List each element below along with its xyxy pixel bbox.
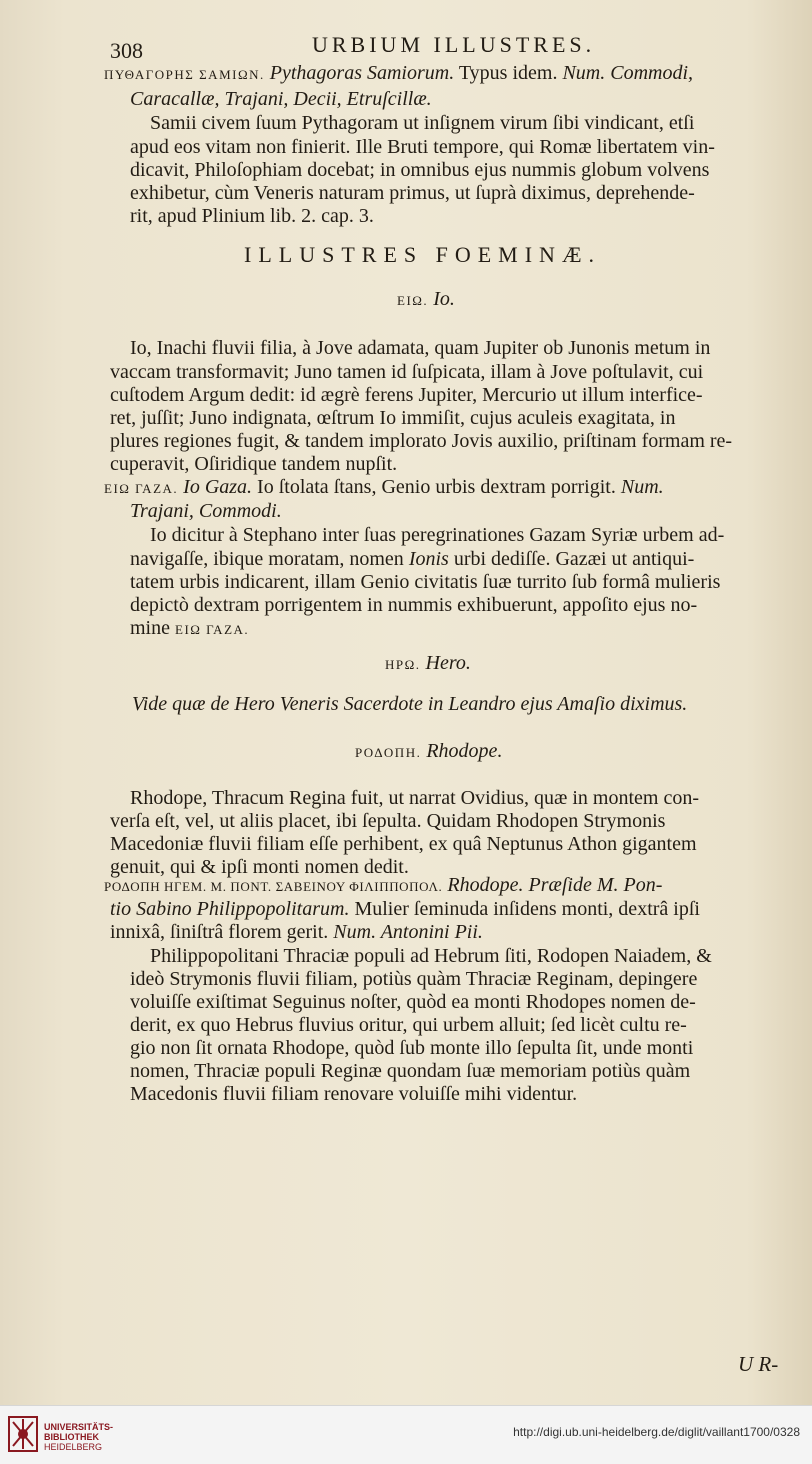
paragraph-line: Io, Inachi fluvii filia, à Jove adamata, quam Jupiter ob Junonis metum in <box>130 337 711 359</box>
paragraph-line: dicavit, Philoſophiam docebat; in omnibus ejus nummis globum volvens <box>130 159 710 181</box>
paragraph-line: Samii civem ſuum Pythagoram ut inſignem virum ſibi vindicant, etſi <box>150 112 695 134</box>
paragraph-line: Macedoniæ fluvii filiam eſſe perhibent, ex quâ Neptunus Athon gigantem <box>110 833 697 855</box>
pythagoras-heading <box>104 62 693 86</box>
io-heading <box>397 288 455 312</box>
text-run: urbi dediſſe. Gazæi ut antiqui- <box>453 548 695 570</box>
rhodope-coin-num: Num. Antonini Pii. <box>333 921 483 943</box>
paragraph-line: ret, juſſit; Juno indignata, œſtrum Io immiſit, cujus aculeis exagitata, in <box>110 407 676 429</box>
io-gaza-coin <box>104 476 664 500</box>
paragraph-line <box>110 898 700 920</box>
io-gaza-greek-inline: ΕΙΩ ΓΑΖΑ. <box>175 622 250 637</box>
rhodope-heading <box>355 740 502 764</box>
hero-greek: ΗΡΩ. <box>385 657 421 672</box>
io-gaza-num: Num. <box>620 476 664 498</box>
pythagoras-typus: Typus idem. <box>458 62 558 84</box>
paragraph-line: gio non ſit ornata Rhodope, quòd ſub monte illo ſepulta ſit, unde monti <box>130 1037 694 1059</box>
ionis-word: Ionis <box>408 548 449 570</box>
io-gaza-emperors: Trajani, Commodi. <box>130 500 282 522</box>
paragraph-line: depictò dextram porrigentem in nummis exhibuerunt, appoſito ejus no- <box>130 594 698 616</box>
rhodope-coin <box>104 874 662 898</box>
viewer-footer <box>0 1405 812 1464</box>
paragraph-line: Philippopolitani Thraciæ populi ad Hebrum ſiti, Rodopen Naiadem, & <box>150 945 712 967</box>
paragraph-line: exhibetur, cùm Veneris naturam primus, ut ſuprà diximus, deprehende- <box>130 182 695 204</box>
paragraph-line: genuit, qui & ipſi monti nomen dedit. <box>110 856 409 878</box>
io-gaza-greek: ΕΙΩ ΓΑΖΑ. <box>104 481 179 496</box>
paragraph-line: verſa eſt, vel, ut aliis placet, ibi ſepulta. Quidam Rhodopen Strymonis <box>110 810 666 832</box>
logo-line: HEIDELBERG <box>44 1442 103 1452</box>
pythagoras-title: Pythagoras Samiorum. <box>269 62 455 84</box>
text-run: mine <box>130 617 170 639</box>
paragraph-line: derit, ex quo Hebrus fluvius oritur, qui urbem alluit; ſed licèt cultu re- <box>130 1014 687 1036</box>
catchword: U R- <box>738 1352 779 1376</box>
paragraph-line: plures regiones fugit, & tandem implorato Jovis auxilio, priſtinam formam re- <box>110 430 733 452</box>
hero-heading <box>385 652 471 676</box>
logo-line: BIBLIOTHEK <box>44 1432 99 1442</box>
paragraph-line: cuperavit, Oſiridique tandem nupſit. <box>110 453 398 475</box>
io-gaza-text: Io ſtolata ſtans, Genio urbis dextram porrigit. <box>257 476 616 498</box>
paragraph-line: tatem urbis indicarent, illam Genio civitatis ſuæ turrito ſub formâ mulieris <box>130 571 721 593</box>
rhodope-title: Rhodope. <box>426 740 503 762</box>
paragraph-line: Io dicitur à Stephano inter ſuas peregrinationes Gazam Syriæ urbem ad- <box>150 524 725 546</box>
io-greek: ΕΙΩ. <box>397 293 429 308</box>
running-title: URBIUM ILLUSTRES. <box>312 32 596 57</box>
paragraph-line: Rhodope, Thracum Regina fuit, ut narrat Ovidius, quæ in montem con- <box>130 787 699 809</box>
paragraph-line <box>130 617 249 641</box>
paragraph-line: voluiſſe exiſtimat Seguinus noſter, quòd ea monti Rhodopes nomen de- <box>130 991 696 1013</box>
text-run: innixâ, ſiniſtrâ florem gerit. <box>110 921 329 943</box>
hero-title: Hero. <box>425 652 471 674</box>
paragraph-line: vaccam transformavit; Juno tamen id ſuſpicata, illam à Jove poſtulavit, cui <box>110 361 704 383</box>
page-number: 308 <box>110 38 143 63</box>
paragraph-line: nomen, Thraciæ populi Reginæ quondam ſuæ memoriam potiùs quàm <box>130 1060 691 1082</box>
rhodope-greek: ΡΟΔΟΠΗ. <box>355 745 422 760</box>
paragraph-line: apud eos vitam non finierit. Ille Bruti tempore, qui Romæ libertatem vin- <box>130 136 715 158</box>
logo-line: UNIVERSITÄTS- <box>44 1422 114 1432</box>
hero-text: Vide quæ de Hero Veneris Sacerdote in Leandro ejus Amaſio diximus. <box>132 693 688 715</box>
pythagoras-num: Num. Commodi, <box>562 62 694 84</box>
paragraph-line <box>130 548 694 570</box>
rhodope-coin-greek: ΡΟΔΟΠΗ ΗΓΕΜ. Μ. ΠΟΝΤ. ΣΑΒΕΙΝΟΥ ΦΙΛΙΠΠΟΠΟΛ. <box>104 879 443 894</box>
university-seal-icon[interactable] <box>8 1416 38 1452</box>
pythagoras-greek: ΠΥΘΑΓΟΡΗΣ ΣΑΜΙΩΝ. <box>104 67 265 82</box>
paragraph-line: rit, apud Plinium lib. 2. cap. 3. <box>130 205 374 227</box>
text-run: Mulier ſeminuda inſidens monti, dextrâ ipſi <box>354 898 700 920</box>
io-gaza-title: Io Gaza. <box>183 476 253 498</box>
paragraph-line: Macedonis fluvii filiam renovare voluiſſe mihi videntur. <box>130 1083 578 1105</box>
io-title: Io. <box>433 288 455 310</box>
rhodope-coin-title: Rhodope. Præſide M. Pon- <box>447 874 663 896</box>
paragraph-line <box>110 921 483 943</box>
text-run: navigaſſe, ibique moratam, nomen <box>130 548 404 570</box>
text-run: tio Sabino Philippopolitarum. <box>110 898 350 920</box>
paragraph-line: cuſtodem Argum dedit: id ægrè ferens Jupiter, Mercurio ut illum interfice- <box>110 384 703 406</box>
paragraph-line: ideò Strymonis fluvii filiam, potiùs quàm Thraciæ Reginam, depingere <box>130 968 698 990</box>
pythagoras-emperors: Caracallæ, Trajani, Decii, Etruſcillæ. <box>130 88 432 110</box>
permalink-url[interactable]: http://digi.ub.uni-heidelberg.de/diglit/vaillant1700/0328 <box>513 1425 800 1439</box>
section-title: ILLUSTRES FOEMINÆ. <box>244 242 602 267</box>
